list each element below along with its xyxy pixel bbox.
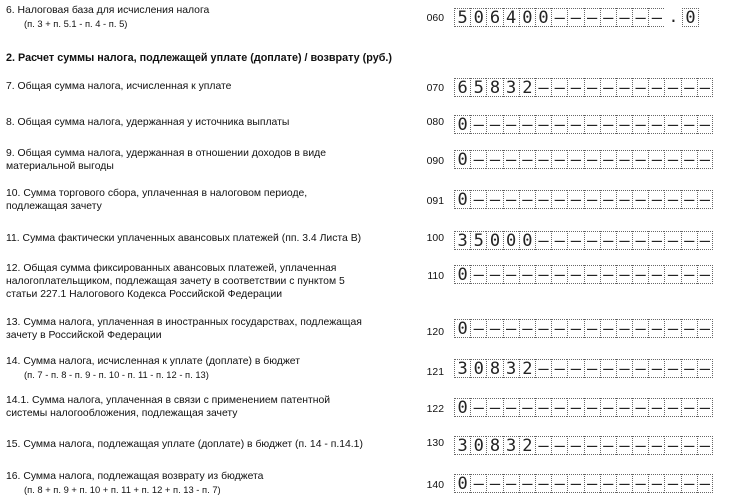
digit-cell[interactable]: –	[616, 115, 632, 134]
row-label-text: 15. Сумма налога, подлежащая уплате (доплате) в бюджет (п. 14 - п.14.1)	[6, 439, 363, 450]
digit-cell[interactable]: –	[664, 190, 680, 209]
digit-cell[interactable]: –	[664, 265, 680, 284]
digit-cell[interactable]: –	[470, 319, 486, 338]
line-code: 120	[426, 327, 444, 338]
digit-cell[interactable]: –	[632, 150, 648, 169]
digit-cell[interactable]: –	[470, 190, 486, 209]
digit-cell[interactable]: –	[648, 474, 664, 493]
digit-cell[interactable]: –	[681, 231, 697, 250]
digit-cell[interactable]: –	[632, 78, 648, 97]
digit-cell[interactable]: –	[551, 150, 567, 169]
digit-cell[interactable]: –	[584, 436, 600, 455]
digit-cell[interactable]: –	[648, 231, 664, 250]
digit-cell[interactable]: –	[632, 265, 648, 284]
row-label-070	[6, 80, 231, 93]
digit-cell[interactable]: 2	[519, 436, 535, 455]
amount-field-120[interactable]	[454, 319, 713, 338]
digit-cell[interactable]: –	[567, 150, 583, 169]
digit-cell[interactable]: 0	[454, 474, 470, 493]
digit-cell[interactable]: –	[697, 231, 713, 250]
digit-cell[interactable]: –	[584, 150, 600, 169]
digit-cell[interactable]: –	[697, 398, 713, 417]
digit-cell[interactable]: 3	[454, 231, 470, 250]
digit-cell[interactable]: –	[616, 265, 632, 284]
digit-cell[interactable]: 5	[454, 8, 470, 27]
digit-cell[interactable]: –	[535, 78, 551, 97]
digit-cell[interactable]: 0	[454, 265, 470, 284]
digit-cell[interactable]: –	[486, 319, 502, 338]
digit-cell[interactable]: –	[681, 436, 697, 455]
digit-cell[interactable]: 2	[519, 78, 535, 97]
digit-cell[interactable]: –	[535, 319, 551, 338]
digit-cell[interactable]: –	[697, 190, 713, 209]
digit-cell[interactable]: –	[486, 398, 502, 417]
amount-field-110[interactable]	[454, 265, 713, 284]
digit-cell[interactable]: 0	[486, 231, 502, 250]
digit-cell[interactable]: –	[486, 150, 502, 169]
line-code: 130	[426, 438, 444, 449]
digit-cell[interactable]: –	[535, 265, 551, 284]
digit-cell[interactable]: –	[551, 78, 567, 97]
digit-cell[interactable]: –	[567, 436, 583, 455]
digit-cell[interactable]: –	[664, 319, 680, 338]
row-label-122	[6, 394, 330, 420]
row-label-text: 6. Налоговая база для исчисления налога	[6, 5, 210, 16]
digit-cell[interactable]: –	[600, 436, 616, 455]
digit-cell[interactable]: –	[567, 359, 583, 378]
digit-cell[interactable]: –	[600, 398, 616, 417]
line-code: 080	[426, 117, 444, 128]
digit-cell[interactable]: –	[697, 359, 713, 378]
digit-cell[interactable]: –	[584, 8, 600, 27]
digit-cell[interactable]: –	[519, 474, 535, 493]
digit-cell[interactable]: 3	[454, 436, 470, 455]
digit-cell[interactable]: –	[648, 8, 664, 27]
row-label-140	[6, 470, 263, 496]
row-label-continuation: материальной выгоды	[6, 161, 114, 172]
digit-cell[interactable]: –	[535, 150, 551, 169]
digit-cell[interactable]: –	[616, 398, 632, 417]
digit-cell[interactable]: –	[551, 474, 567, 493]
digit-cell[interactable]: –	[632, 319, 648, 338]
digit-cell[interactable]: –	[519, 398, 535, 417]
digit-cell[interactable]: –	[681, 398, 697, 417]
row-formula: (п. 3 + п. 5.1 - п. 4 - п. 5)	[24, 18, 128, 29]
decimal-separator: .	[668, 7, 679, 26]
row-label-091	[6, 187, 307, 213]
row-label-060	[6, 4, 209, 30]
row-label-100	[6, 232, 361, 245]
digit-cell[interactable]: –	[567, 115, 583, 134]
digit-cell[interactable]: –	[584, 359, 600, 378]
digit-cell[interactable]: –	[486, 265, 502, 284]
section-heading: 2. Расчет суммы налога, подлежащей уплате (доплате) / возврату (руб.)	[6, 52, 392, 64]
row-label-120	[6, 316, 362, 342]
digit-cell[interactable]: –	[616, 231, 632, 250]
digit-cell[interactable]: –	[616, 474, 632, 493]
row-formula: (п. 8 + п. 9 + п. 10 + п. 11 + п. 12 + п. 13 - п. 7)	[24, 484, 221, 495]
digit-cell[interactable]: –	[503, 265, 519, 284]
digit-cell[interactable]: –	[519, 319, 535, 338]
digit-cell[interactable]: –	[584, 190, 600, 209]
digit-cell[interactable]: –	[519, 190, 535, 209]
digit-cell[interactable]: –	[551, 115, 567, 134]
digit-cell[interactable]: –	[519, 265, 535, 284]
digit-cell[interactable]: 0	[454, 190, 470, 209]
digit-cell[interactable]: 0	[454, 398, 470, 417]
digit-cell[interactable]: 8	[486, 359, 502, 378]
digit-cell[interactable]: 6	[454, 78, 470, 97]
digit-cell[interactable]: –	[632, 231, 648, 250]
digit-cell[interactable]: –	[470, 398, 486, 417]
digit-cell[interactable]: –	[551, 436, 567, 455]
digit-cell[interactable]: –	[664, 398, 680, 417]
amount-field-091[interactable]	[454, 190, 713, 209]
digit-cell[interactable]: –	[616, 190, 632, 209]
digit-cell[interactable]: –	[567, 474, 583, 493]
line-code: 121	[426, 367, 444, 378]
digit-cell[interactable]: –	[584, 231, 600, 250]
digit-cell[interactable]: –	[616, 8, 632, 27]
digit-cell[interactable]: –	[503, 115, 519, 134]
digit-cell[interactable]: –	[503, 398, 519, 417]
digit-cell[interactable]: –	[664, 115, 680, 134]
digit-cell[interactable]: 8	[486, 436, 502, 455]
digit-cell[interactable]: –	[567, 265, 583, 284]
digit-cell[interactable]: 0	[454, 319, 470, 338]
digit-cell[interactable]: –	[697, 319, 713, 338]
digit-cell[interactable]: –	[600, 319, 616, 338]
digit-cell[interactable]: –	[519, 150, 535, 169]
digit-cell[interactable]: –	[600, 190, 616, 209]
digit-cell[interactable]: –	[632, 8, 648, 27]
digit-cell[interactable]: –	[551, 231, 567, 250]
digit-cell[interactable]: 4	[503, 8, 519, 27]
digit-cell[interactable]: 2	[519, 359, 535, 378]
digit-cell[interactable]: 3	[503, 436, 519, 455]
row-label-text: 10. Сумма торгового сбора, уплаченная в налоговом периоде,	[6, 188, 308, 199]
digit-cell[interactable]: –	[681, 190, 697, 209]
digit-cell[interactable]: –	[584, 78, 600, 97]
amount-field-090[interactable]	[454, 150, 713, 169]
digit-cell[interactable]: 3	[503, 359, 519, 378]
digit-cell[interactable]: –	[567, 8, 583, 27]
digit-cell[interactable]: –	[567, 231, 583, 250]
digit-cell[interactable]: –	[632, 115, 648, 134]
digit-cell[interactable]: –	[632, 359, 648, 378]
row-label-continuation: налогоплательщиком, подлежащая зачету в соответствии с пунктом 5	[6, 276, 345, 287]
digit-cell[interactable]: –	[648, 398, 664, 417]
digit-cell[interactable]: –	[600, 231, 616, 250]
digit-cell[interactable]: –	[616, 359, 632, 378]
digit-cell[interactable]: –	[681, 115, 697, 134]
digit-cell[interactable]: –	[470, 265, 486, 284]
digit-cell[interactable]: –	[600, 359, 616, 378]
line-code: 070	[426, 83, 444, 94]
digit-cell[interactable]: 6	[486, 8, 502, 27]
digit-cell[interactable]: –	[616, 150, 632, 169]
digit-cell[interactable]: –	[551, 190, 567, 209]
row-label-text: 12. Общая сумма фиксированных авансовых платежей, уплаченная	[6, 263, 337, 274]
digit-cell[interactable]: –	[681, 150, 697, 169]
row-label-text: 14.1. Сумма налога, уплаченная в связи с применением патентной	[6, 395, 331, 406]
row-formula: (п. 7 - п. 8 - п. 9 - п. 10 - п. 11 - п. 12 - п. 13)	[24, 369, 209, 380]
digit-cell[interactable]: 0	[682, 8, 698, 27]
digit-cell[interactable]: –	[697, 474, 713, 493]
digit-cell[interactable]: –	[664, 150, 680, 169]
digit-cell[interactable]: –	[664, 231, 680, 250]
digit-cell[interactable]: –	[535, 115, 551, 134]
amount-field-100[interactable]	[454, 231, 713, 250]
amount-field-070[interactable]	[454, 78, 713, 97]
digit-cell[interactable]: –	[697, 436, 713, 455]
digit-cell[interactable]: –	[681, 359, 697, 378]
row-label-text: 7. Общая сумма налога, исчисленная к уплате	[6, 81, 232, 92]
line-code: 100	[426, 233, 444, 244]
digit-cell[interactable]: –	[503, 150, 519, 169]
digit-cell[interactable]: –	[486, 115, 502, 134]
line-code: 122	[426, 404, 444, 415]
digit-cell[interactable]: –	[632, 474, 648, 493]
amount-field-140[interactable]	[454, 474, 713, 493]
digit-cell[interactable]: –	[648, 78, 664, 97]
digit-cell[interactable]: –	[616, 436, 632, 455]
digit-cell[interactable]: 0	[470, 359, 486, 378]
digit-cell[interactable]: –	[697, 78, 713, 97]
digit-cell[interactable]: –	[535, 190, 551, 209]
amount-field-130[interactable]	[454, 436, 713, 455]
digit-cell[interactable]: –	[681, 265, 697, 284]
row-label-text: 8. Общая сумма налога, удержанная у источника выплаты	[6, 117, 290, 128]
digit-cell[interactable]: –	[535, 231, 551, 250]
digit-cell[interactable]: –	[600, 78, 616, 97]
digit-cell[interactable]: –	[535, 474, 551, 493]
digit-cell[interactable]: –	[584, 398, 600, 417]
digit-cell[interactable]: 0	[470, 8, 486, 27]
row-label-090	[6, 147, 326, 173]
digit-cell[interactable]: –	[551, 265, 567, 284]
digit-cell[interactable]: 0	[503, 231, 519, 250]
row-label-text: 9. Общая сумма налога, удержанная в отношении доходов в виде	[6, 148, 326, 159]
line-code: 060	[426, 13, 444, 24]
digit-cell[interactable]: 0	[454, 150, 470, 169]
digit-cell[interactable]: –	[584, 115, 600, 134]
digit-cell[interactable]: –	[648, 190, 664, 209]
digit-cell[interactable]: 3	[454, 359, 470, 378]
row-label-130	[6, 438, 363, 451]
digit-cell[interactable]: –	[551, 8, 567, 27]
digit-cell[interactable]: –	[648, 436, 664, 455]
digit-cell[interactable]: –	[681, 474, 697, 493]
digit-cell[interactable]: –	[697, 150, 713, 169]
digit-cell[interactable]: 0	[519, 8, 535, 27]
digit-cell[interactable]: –	[486, 474, 502, 493]
row-label-text: 13. Сумма налога, уплаченная в иностранных государствах, подлежащая	[6, 317, 362, 328]
row-label-text: 14. Сумма налога, исчисленная к уплате (доплате) в бюджет	[6, 356, 300, 367]
row-label-text: 16. Сумма налога, подлежащая возврату из бюджета	[6, 471, 264, 482]
digit-cell[interactable]: –	[503, 474, 519, 493]
digit-cell[interactable]: –	[535, 436, 551, 455]
digit-cell[interactable]: –	[664, 78, 680, 97]
row-label-121	[6, 355, 300, 381]
line-code: 091	[426, 196, 444, 207]
row-label-text: 11. Сумма фактически уплаченных авансовых платежей (пп. 3.4 Листа В)	[6, 233, 362, 244]
row-label-continuation: зачету в Российской Федерации	[6, 330, 162, 341]
digit-cell[interactable]: –	[503, 319, 519, 338]
digit-cell[interactable]: 0	[535, 8, 551, 27]
digit-cell[interactable]: –	[503, 190, 519, 209]
digit-cell[interactable]: 0	[519, 231, 535, 250]
digit-cell[interactable]: –	[616, 319, 632, 338]
digit-cell[interactable]: –	[470, 150, 486, 169]
digit-cell[interactable]: –	[486, 190, 502, 209]
digit-cell[interactable]: –	[664, 474, 680, 493]
row-label-continuation: системы налогообложения, подлежащая зачету	[6, 408, 238, 419]
digit-cell[interactable]: –	[632, 436, 648, 455]
digit-cell[interactable]: 5	[470, 78, 486, 97]
digit-cell[interactable]: –	[535, 398, 551, 417]
digit-cell[interactable]: –	[551, 398, 567, 417]
row-label-080	[6, 116, 289, 129]
digit-cell[interactable]: –	[551, 359, 567, 378]
digit-cell[interactable]: –	[664, 436, 680, 455]
digit-cell[interactable]: –	[664, 359, 680, 378]
line-code: 140	[426, 480, 444, 491]
digit-cell[interactable]: 8	[486, 78, 502, 97]
row-label-continuation: статьи 227.1 Налогового Кодекса Российской Федерации	[6, 289, 283, 300]
digit-cell[interactable]: –	[648, 319, 664, 338]
digit-cell[interactable]: –	[681, 319, 697, 338]
line-code: 090	[426, 156, 444, 167]
line-code: 110	[427, 271, 444, 282]
digit-cell[interactable]: –	[584, 319, 600, 338]
amount-field-122[interactable]	[454, 398, 713, 417]
digit-cell[interactable]: –	[567, 398, 583, 417]
digit-cell[interactable]: –	[551, 319, 567, 338]
amount-field-080[interactable]	[454, 115, 713, 134]
digit-cell[interactable]: –	[632, 190, 648, 209]
digit-cell[interactable]: –	[697, 115, 713, 134]
digit-cell[interactable]: –	[584, 474, 600, 493]
digit-cell[interactable]: –	[648, 265, 664, 284]
amount-field-060[interactable]	[454, 8, 699, 27]
digit-cell[interactable]: –	[470, 474, 486, 493]
digit-cell[interactable]: –	[632, 398, 648, 417]
digit-cell[interactable]: –	[600, 150, 616, 169]
digit-cell[interactable]: –	[519, 115, 535, 134]
digit-cell[interactable]: 3	[503, 78, 519, 97]
row-label-110	[6, 262, 345, 301]
digit-cell[interactable]: –	[535, 359, 551, 378]
digit-cell[interactable]: –	[648, 150, 664, 169]
digit-cell[interactable]: –	[567, 319, 583, 338]
digit-cell[interactable]: –	[697, 265, 713, 284]
digit-cell[interactable]: –	[584, 265, 600, 284]
digit-cell[interactable]: 0	[470, 436, 486, 455]
digit-cell[interactable]: –	[600, 474, 616, 493]
digit-cell[interactable]: –	[681, 78, 697, 97]
digit-cell[interactable]: –	[616, 78, 632, 97]
amount-field-121[interactable]	[454, 359, 713, 378]
digit-cell[interactable]: –	[567, 190, 583, 209]
digit-cell[interactable]: –	[648, 359, 664, 378]
digit-cell[interactable]: 5	[470, 231, 486, 250]
row-label-continuation: подлежащая зачету	[6, 201, 102, 212]
digit-cell[interactable]: –	[567, 78, 583, 97]
digit-cell[interactable]: –	[470, 115, 486, 134]
digit-cell[interactable]: –	[600, 8, 616, 27]
digit-cell[interactable]: –	[600, 265, 616, 284]
digit-cell[interactable]: 0	[454, 115, 470, 134]
digit-cell[interactable]: –	[648, 115, 664, 134]
digit-cell[interactable]: –	[600, 115, 616, 134]
